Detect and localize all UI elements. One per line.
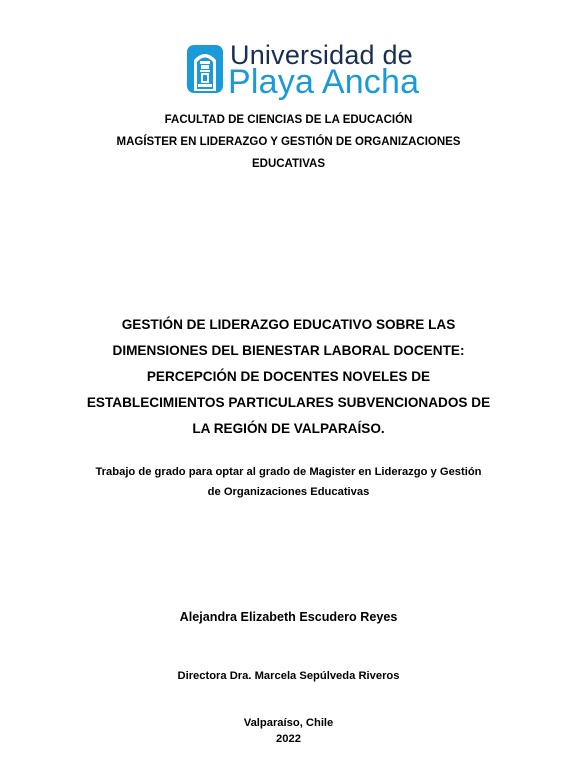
logo-university-text: Universidad de (230, 40, 413, 70)
program-line: MAGÍSTER EN LIDERAZGO Y GESTIÓN DE ORGANIZACIONES (116, 136, 461, 148)
title-line: PERCEPCIÓN DE DOCENTES NOVELES DE (146, 369, 431, 384)
title-line: LA REGIÓN DE VALPARAÍSO. (192, 421, 385, 436)
place-year: 2022 (276, 733, 301, 745)
degree-line: de Organizaciones Educativas (207, 486, 370, 498)
thesis-title (0, 312, 577, 442)
author-name: Alejandra Elizabeth Escudero Reyes (179, 610, 398, 624)
thesis-director: Directora Dra. Marcela Sepúlveda Riveros (177, 670, 400, 682)
faculty-heading (0, 109, 577, 175)
degree-statement (0, 462, 577, 502)
logo-campus-text: Playa Ancha (228, 63, 420, 101)
title-line: ESTABLECIMIENTOS PARTICULARES SUBVENCIONADOS DE (86, 395, 491, 410)
university-logo (186, 40, 426, 101)
faculty-line: FACULTAD DE CIENCIAS DE LA EDUCACIÓN (164, 114, 413, 126)
degree-line: Trabajo de grado para optar al grado de Magister en Liderazgo y Gestión (95, 466, 482, 478)
place-and-date (0, 715, 577, 747)
place-city: Valparaíso, Chile (243, 717, 334, 729)
program-line: EDUCATIVAS (251, 158, 326, 170)
university-emblem-icon (186, 44, 224, 94)
title-line: DIMENSIONES DEL BIENESTAR LABORAL DOCENTE: (112, 343, 465, 358)
title-line: GESTIÓN DE LIDERAZGO EDUCATIVO SOBRE LAS (121, 317, 456, 332)
